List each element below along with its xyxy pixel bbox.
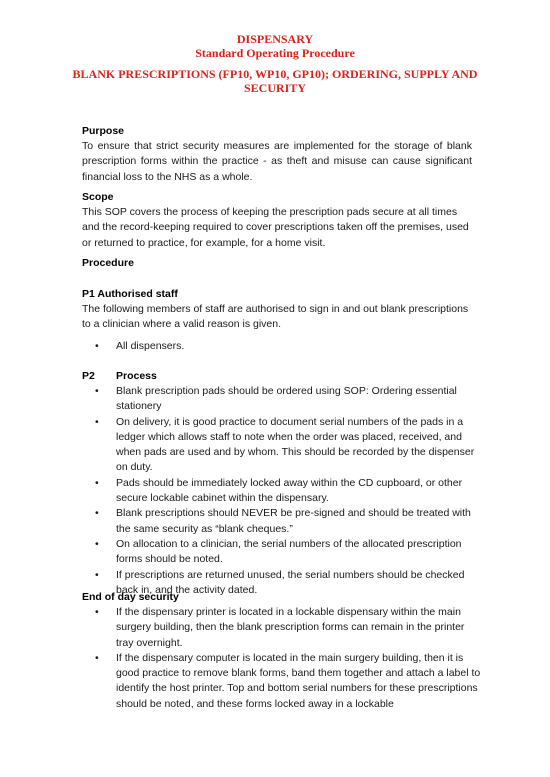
list-item-text: All dispensers. bbox=[116, 340, 185, 352]
list-item-text: If the dispensary printer is located in a lockable dispensary within the main surgery building, then the blank prescription forms can remain in the printer tray overnight. bbox=[116, 606, 465, 649]
bullet-icon: • bbox=[95, 340, 99, 352]
document-title-line2: SECURITY bbox=[243, 81, 306, 95]
bullet-icon: • bbox=[95, 606, 99, 618]
list-item bbox=[82, 605, 482, 651]
bullet-icon: • bbox=[95, 415, 99, 428]
bullet-icon: • bbox=[95, 651, 99, 664]
bullet-icon: • bbox=[95, 537, 99, 550]
bullet-icon: • bbox=[95, 507, 99, 520]
list-item bbox=[82, 506, 482, 537]
bullet-icon: • bbox=[95, 476, 99, 489]
scope-heading: Scope bbox=[82, 191, 114, 203]
p1-text: The following members of staff are authorised to sign in and out blank prescriptions to a clinician where a valid reason is given. bbox=[82, 303, 469, 331]
p1-heading: P1 Authorised staff bbox=[82, 288, 178, 300]
list-item-text: Pads should be immediately locked away within the CD cupboard, or other secure lockable cabinet within the dispensary. bbox=[116, 476, 463, 505]
list-item-text: If prescriptions are returned unused, the serial numbers should be checked back in, and the activity dated. bbox=[116, 568, 465, 596]
p2-heading: Process bbox=[116, 370, 157, 382]
end-of-day-heading: End of day security bbox=[82, 591, 179, 603]
p1-bullet-list bbox=[82, 339, 482, 354]
list-item-text: Blank prescription pads should be ordered using SOP: Ordering essential stationery bbox=[116, 385, 457, 413]
list-item-text: Blank prescriptions should NEVER be pre-signed and should be treated with the same security as “blank cheques.” bbox=[116, 507, 471, 535]
list-item-text: On delivery, it is good practice to document serial numbers of the pads in a ledger which allows staff to note when the order was placed, received, and when pads are used and by whom. This should be recorded by the dispenser on duty. bbox=[116, 415, 475, 474]
scope-text: This SOP covers the process of keeping the prescription pads secure at all times and the record-keeping required to cover prescriptions taken off the premises, used or returned to practice, for example, for a home visit. bbox=[82, 206, 469, 249]
header-dispensary: DISPENSARY bbox=[236, 32, 314, 46]
header-sop: Standard Operating Procedure bbox=[195, 46, 355, 60]
list-item bbox=[82, 339, 482, 354]
p2-bullet-list bbox=[82, 384, 482, 598]
document-title-line1: BLANK PRESCRIPTIONS (FP10, WP10, GP10); ORDERING, SUPPLY AND bbox=[72, 67, 478, 81]
list-item bbox=[82, 476, 482, 507]
procedure-heading: Procedure bbox=[82, 257, 134, 269]
list-item bbox=[82, 651, 482, 712]
list-item bbox=[82, 415, 482, 476]
bullet-icon: • bbox=[95, 385, 99, 397]
purpose-heading: Purpose bbox=[82, 125, 125, 137]
list-item bbox=[82, 384, 482, 415]
list-item-text: If the dispensary computer is located in the main surgery building, then it is good practice to remove blank forms, band them together and attach a label to identify the host printer. Top and bottom serial numbers for these prescriptions should be noted, and these forms locked away in a lockable bbox=[116, 651, 481, 710]
list-item-text: On allocation to a clinician, the serial numbers of the allocated prescription forms should be noted. bbox=[116, 537, 462, 566]
list-item bbox=[82, 537, 482, 568]
purpose-text: To ensure that strict security measures are implemented for the storage of blank prescription forms within the practice - as theft and misuse can cause significant financial loss to the NHS as a whole. bbox=[82, 140, 472, 183]
bullet-icon: • bbox=[95, 568, 99, 581]
p2-number: P2 bbox=[82, 370, 95, 382]
end-of-day-bullet-list bbox=[82, 605, 482, 712]
